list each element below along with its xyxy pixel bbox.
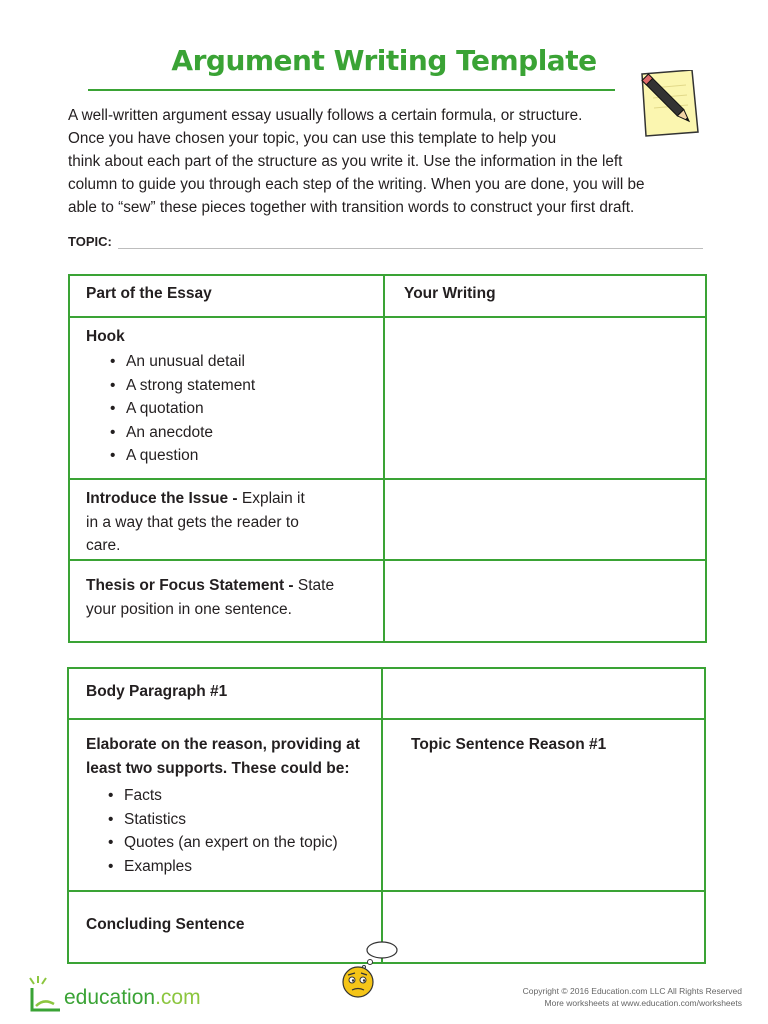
issue-line3: care. — [86, 537, 121, 554]
copyright-line: Copyright © 2016 Education.com LLC All Rights Reserved — [522, 986, 742, 996]
topic-input-line[interactable] — [118, 248, 703, 249]
body-paragraph-label: Body Paragraph #1 — [86, 683, 228, 700]
col-header-writing: Your Writing — [404, 285, 496, 302]
logo-suffix-text: .com — [155, 986, 201, 1009]
col-header-part: Part of the Essay — [86, 285, 212, 302]
thesis-text — [86, 574, 334, 621]
topic-label: TOPIC: — [68, 234, 112, 249]
copyright-notice — [523, 985, 742, 1009]
issue-text — [86, 487, 305, 558]
list-item: • Facts — [104, 784, 338, 808]
concluding-sentence-label: Concluding Sentence — [86, 916, 245, 933]
worksheets-link[interactable]: More worksheets at www.education.com/worksheets — [544, 998, 742, 1008]
issue-label: Introduce the Issue - — [86, 490, 238, 507]
thinking-face-mascot-icon — [336, 940, 404, 1000]
elaborate-line2: least two supports. These could be: — [86, 759, 350, 777]
issue-line2: in a way that gets the reader to — [86, 513, 299, 531]
logo-main-text: education — [64, 986, 156, 1009]
list-item: • Statistics — [104, 808, 338, 832]
list-item: • An anecdote — [106, 421, 255, 445]
list-item: • An unusual detail — [106, 350, 255, 374]
intro-line: Once you have chosen your topic, you can use this template to help you — [68, 130, 557, 147]
education-logo-icon — [26, 974, 62, 1014]
issue-line1: Explain it — [237, 490, 305, 507]
hook-list — [106, 350, 255, 468]
thesis-line1: State — [293, 577, 335, 594]
issue-writing-cell[interactable] — [386, 480, 706, 559]
concluding-writing-cell[interactable] — [384, 892, 704, 962]
education-logo-text — [64, 986, 201, 1010]
list-item: • A quotation — [106, 397, 255, 421]
elaborate-text — [86, 733, 360, 780]
list-item: • Quotes (an expert on the topic) — [104, 831, 338, 855]
intro-paragraph — [68, 104, 645, 219]
intro-line: A well-written argument essay usually follows a certain formula, or structure. — [68, 107, 583, 124]
page-title: Argument Writing Template — [171, 44, 597, 77]
list-item: • A strong statement — [106, 374, 255, 398]
list-item: • A question — [106, 444, 255, 468]
thesis-writing-cell[interactable] — [386, 561, 706, 642]
row-divider — [67, 718, 706, 720]
column-divider — [383, 274, 385, 643]
elaborate-line1: Elaborate on the reason, providing at — [86, 736, 360, 753]
list-item: • Examples — [104, 855, 338, 879]
intro-line: think about each part of the structure as you write it. Use the information in the left — [68, 153, 623, 170]
hook-writing-cell[interactable] — [386, 318, 706, 478]
thesis-line2: your position in one sentence. — [86, 600, 292, 618]
paper-and-pencil-icon — [640, 70, 704, 138]
thesis-label: Thesis or Focus Statement - — [86, 577, 294, 594]
column-divider — [381, 667, 383, 964]
support-list — [104, 784, 338, 878]
hook-title: Hook — [86, 328, 125, 345]
intro-line: column to guide you through each step of the writing. When you are done, you will be — [68, 176, 645, 193]
topic-sentence-label: Topic Sentence Reason #1 — [411, 736, 607, 753]
intro-line: able to “sew” these pieces together with transition words to construct your first draft. — [68, 199, 635, 216]
title-underline — [88, 89, 615, 91]
